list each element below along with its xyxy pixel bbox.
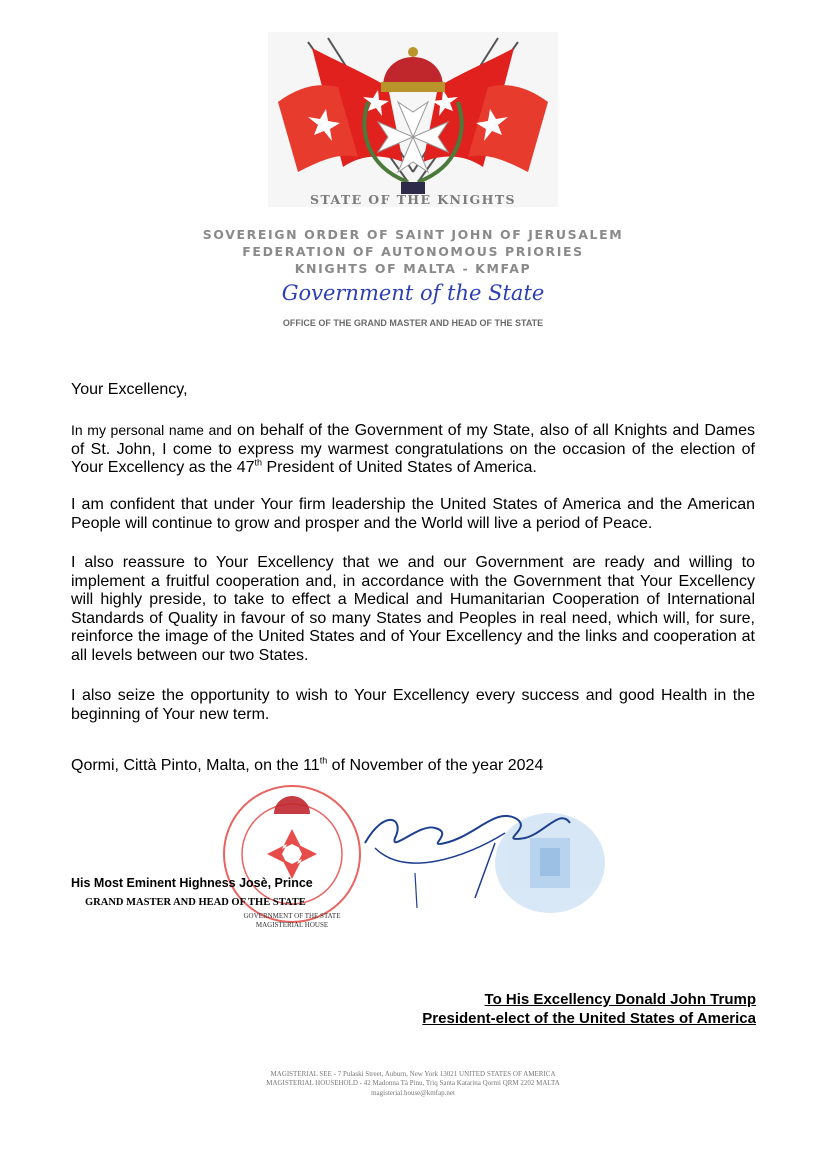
ordinal-suffix: th	[254, 457, 263, 468]
office-subtitle: OFFICE OF THE GRAND MASTER AND HEAD OF THE STATE	[282, 318, 544, 328]
recipient-title: President-elect of the United States of America	[422, 1010, 756, 1027]
salutation: Your Excellency,	[71, 381, 188, 398]
org-name-line3: KNIGHTS OF MALTA - KMFAP	[294, 261, 532, 276]
signer-title: GRAND MASTER AND HEAD OF THE STATE	[85, 897, 306, 908]
date-end: of November of the year 2024	[327, 757, 544, 774]
coat-of-arms-icon	[495, 813, 605, 913]
seal-line1: GOVERNMENT OF THE STATE	[243, 912, 341, 920]
handwritten-signature	[345, 788, 615, 918]
footer-address-household: MAGISTERIAL HOUSEHOLD - 42 Madonna Tà Pinu, Triq Santa Katarina Qormi QRM 2202 MALTA	[266, 1079, 560, 1087]
footer-email: magisterial.house@kmfap.net	[371, 1089, 455, 1097]
paragraph-confidence: I am confident that under Your firm leadership the United States of America and the American People will continue to grow and prosper and the World will live a period of Peace.	[71, 496, 755, 532]
signer-name: His Most Eminent Highness Josè, Prince	[71, 876, 313, 890]
paragraph-lead-in: In my personal name and	[71, 422, 232, 438]
paragraph-cooperation: I also reassure to Your Excellency that we and our Government are ready and willing to implement a fruitful cooperation and, in accordance with the Government that Your Excellency will highly preside, to take to effect a Medical and Humanitarian Cooperation of International Standards of Quality in favour of so many States and Peoples in real need, which will, for sure, reinforce the image of the United States and of Your Excellency and the links and cooperation at all levels between our two States.	[71, 554, 755, 664]
paragraph-body: on behalf of the Government of my State, also of all Knights and Dames of St. John, I come to express my warmest congratulations on the occasion of the election of Your Excellency as the 47	[71, 422, 756, 477]
org-name-line1: SOVEREIGN ORDER OF SAINT JOHN OF JERUSALEM	[202, 227, 624, 242]
paragraph-wishes: I also seize the opportunity to wish to Your Excellency every success and good Health in the beginning of Your new term.	[71, 687, 755, 723]
crest-caption: STATE OF THE KNIGHTS	[310, 192, 516, 207]
footer-address-see: MAGISTERIAL SEE - 7 Pulaski Street, Auburn, New York 13021 UNITED STATES OF AMERICA	[270, 1070, 556, 1078]
seal-line2: MAGISTERIAL HOUSE	[255, 921, 329, 929]
paragraph-end: President of United States of America.	[262, 459, 537, 477]
government-script-title: Government of the State	[281, 281, 545, 305]
date-ordinal-suffix: th	[319, 755, 328, 766]
org-name-line2: FEDERATION OF AUTONOMOUS PRIORIES	[242, 244, 584, 259]
paragraph-congratulations	[71, 421, 755, 478]
date-place-line	[71, 757, 543, 775]
date-start: Qormi, Città Pinto, Malta, on the 11	[71, 757, 320, 774]
recipient-name: To His Excellency Donald John Trump	[484, 991, 756, 1008]
